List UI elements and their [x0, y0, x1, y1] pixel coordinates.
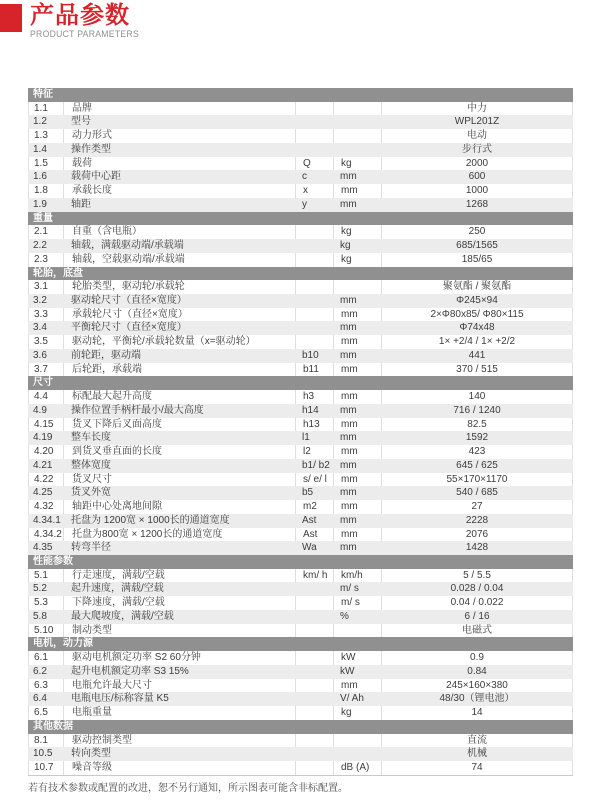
section-header: 其他数据	[28, 720, 573, 734]
param-no: 1.9	[33, 198, 47, 210]
param-sym	[296, 679, 334, 693]
param-no: 3.2	[33, 295, 47, 307]
param-val: 48/30（锂电池）	[439, 693, 515, 705]
param-val: 2×Φ80x85/ Φ80×115	[382, 308, 573, 322]
param-name: 轮胎类型，驱动轮/承载轮	[64, 280, 296, 294]
table-row	[28, 692, 573, 706]
param-sym	[295, 692, 333, 706]
param-no: 4.34.1	[33, 514, 61, 526]
table-row	[28, 582, 573, 596]
table-row	[28, 321, 573, 335]
param-name: 整车长度	[71, 432, 111, 444]
param-val: 685/1565	[456, 240, 498, 252]
param-val: 直流	[382, 734, 573, 748]
param-name: 载荷	[64, 157, 296, 171]
param-name: 驱动控制类型	[64, 734, 296, 748]
param-sym: Wa	[302, 542, 317, 554]
param-sym: Ast	[296, 528, 334, 542]
param-no: 2.1	[29, 225, 64, 239]
table-row	[28, 157, 573, 171]
param-unit	[334, 102, 382, 116]
param-name: 承载轮尺寸（直径×宽度）	[64, 308, 296, 322]
param-no: 3.6	[33, 349, 47, 361]
param-name: 驱动轮尺寸（直径×宽度）	[71, 295, 187, 307]
param-sym	[295, 665, 333, 679]
param-name: 货叉外宽	[71, 487, 111, 499]
param-unit: mm	[340, 295, 357, 307]
parameters-table	[28, 88, 573, 776]
table-row	[28, 706, 573, 720]
param-val: 1000	[382, 184, 573, 198]
param-unit: mm	[340, 487, 357, 499]
param-name: 起升速度，满载/空载	[71, 583, 164, 595]
param-name: 整体宽度	[71, 459, 111, 471]
section-header: 电机，动力源	[28, 637, 573, 651]
footer-note: 若有技术参数或配置的改进，恕不另行通知，所示图表可能含非标配置。	[28, 783, 348, 794]
param-name: 驱动电机额定功率 S2 60分钟	[64, 651, 296, 665]
param-sym: s/ e/ l	[296, 473, 334, 487]
param-name: 噪音等级	[64, 761, 296, 775]
param-no: 4.19	[33, 432, 53, 444]
param-name: 转向类型	[71, 748, 111, 760]
param-unit	[333, 143, 381, 157]
table-row	[28, 129, 573, 143]
param-sym: y	[302, 198, 307, 210]
param-sym	[296, 624, 334, 638]
param-unit: mm	[340, 542, 357, 554]
table-row	[28, 308, 573, 322]
param-no: 3.4	[33, 322, 47, 334]
param-unit	[333, 747, 381, 761]
param-val: 步行式	[462, 143, 492, 155]
table-row	[28, 102, 573, 116]
param-name: 轴载，满载驱动端/承载端	[71, 240, 184, 252]
param-unit: mm	[334, 473, 382, 487]
param-name: 转弯半径	[71, 542, 111, 554]
param-unit: mm	[340, 514, 357, 526]
param-no: 6.3	[29, 679, 64, 693]
param-val: 1592	[465, 432, 489, 444]
param-name: 驱动轮，平衡轮/承载轮数量（x=驱动轮）	[64, 335, 296, 349]
param-name: 起升电机额定功率 S3 15%	[71, 665, 189, 677]
param-unit: mm	[334, 445, 382, 459]
param-name: 下降速度，满载/空载	[64, 596, 296, 610]
param-unit: mm	[334, 500, 382, 514]
param-name: 标配最大起升高度	[64, 390, 296, 404]
param-no: 3.3	[29, 308, 64, 322]
param-sym	[296, 308, 334, 322]
param-unit: mm	[340, 432, 357, 444]
table-row	[28, 486, 573, 500]
param-sym	[296, 734, 334, 748]
section-header: 重量	[28, 212, 573, 226]
param-val: 250	[382, 225, 573, 239]
param-sym: c	[302, 171, 307, 183]
param-no: 5.8	[33, 610, 47, 622]
param-unit: dB (A)	[334, 761, 382, 775]
param-val: 27	[382, 500, 573, 514]
param-sym: l1	[302, 432, 310, 444]
param-sym	[296, 761, 334, 775]
param-no: 4.15	[29, 418, 64, 432]
table-row	[28, 541, 573, 555]
param-unit: mm	[340, 322, 357, 334]
param-name: 品牌	[64, 102, 296, 116]
table-row	[28, 569, 573, 583]
param-val: 370 / 515	[382, 363, 573, 377]
param-no: 4.35	[33, 542, 53, 554]
param-no: 5.1	[29, 569, 64, 583]
param-val: 5 / 5.5	[382, 569, 573, 583]
table-row	[28, 335, 573, 349]
table-row	[28, 280, 573, 294]
param-no: 4.25	[33, 487, 53, 499]
section-header: 尺寸	[28, 376, 573, 390]
param-no: 2.3	[29, 253, 64, 267]
param-val: 1× +2/4 / 1× +2/2	[382, 335, 573, 349]
param-val: 540 / 685	[456, 487, 498, 499]
param-unit: mm	[334, 679, 382, 693]
param-unit	[334, 734, 382, 748]
param-name: 轴载，空载驱动端/承载端	[64, 253, 296, 267]
param-unit	[334, 624, 382, 638]
param-name: 轴距	[71, 198, 91, 210]
param-name: 电瓶重量	[64, 706, 296, 720]
param-val: 机械	[467, 748, 487, 760]
param-no: 4.21	[33, 459, 53, 471]
table-row	[28, 596, 573, 610]
param-val: 82.5	[382, 418, 573, 432]
param-name: 电瓶允许最大尺寸	[64, 679, 296, 693]
param-unit	[333, 115, 381, 129]
param-no: 6.1	[29, 651, 64, 665]
param-no: 8.1	[29, 734, 64, 748]
param-no: 1.1	[29, 102, 64, 116]
param-unit: mm	[334, 528, 382, 542]
param-name: 轴距中心处离地间隙	[64, 500, 296, 514]
table-row	[28, 431, 573, 445]
param-sym	[296, 102, 334, 116]
param-val: 600	[468, 171, 486, 183]
param-no: 4.34.2	[29, 528, 64, 542]
param-sym: b11	[296, 363, 334, 377]
param-no: 6.4	[33, 693, 47, 705]
param-sym	[296, 651, 334, 665]
table-row	[28, 528, 573, 542]
param-unit: mm	[340, 198, 357, 210]
param-unit: mm	[334, 363, 382, 377]
param-sym	[296, 225, 334, 239]
table-row	[28, 445, 573, 459]
param-sym: b1/ b2	[302, 459, 330, 471]
param-sym	[296, 706, 334, 720]
param-no: 5.3	[29, 596, 64, 610]
param-val: 聚氨酯 / 聚氨酯	[382, 280, 573, 294]
param-val: 2000	[382, 157, 573, 171]
param-no: 4.32	[29, 500, 64, 514]
table-row	[28, 198, 573, 212]
param-unit: mm	[340, 459, 357, 471]
param-name: 电瓶电压/标称容量 K5	[71, 693, 169, 705]
param-val: 716 / 1240	[453, 404, 501, 416]
param-sym: km/ h	[296, 569, 334, 583]
param-val: 1428	[465, 542, 489, 554]
param-no: 4.22	[29, 473, 64, 487]
param-sym	[295, 143, 333, 157]
param-no: 1.8	[29, 184, 64, 198]
param-no: 4.9	[33, 404, 47, 416]
param-name: 操作类型	[71, 143, 111, 155]
table-row	[28, 294, 573, 308]
table-row	[28, 459, 573, 473]
param-unit: m/ s	[334, 596, 382, 610]
param-name: 载荷中心距	[71, 171, 121, 183]
param-val: 14	[382, 706, 573, 720]
param-val: 1268	[465, 198, 489, 210]
title-block	[30, 3, 144, 40]
param-unit: kg	[334, 225, 382, 239]
param-unit: %	[340, 610, 349, 622]
param-no: 2.2	[33, 240, 47, 252]
param-no: 5.10	[29, 624, 64, 638]
param-unit: mm	[334, 418, 382, 432]
param-name: 货叉下降后叉面高度	[64, 418, 296, 432]
param-no: 4.4	[29, 390, 64, 404]
brand-red-square	[0, 4, 22, 32]
param-val: 0.84	[467, 665, 487, 677]
param-val: 441	[468, 349, 486, 361]
table-row	[28, 665, 573, 679]
param-unit: kg	[334, 706, 382, 720]
table-row	[28, 143, 573, 157]
section-header: 特征	[28, 88, 573, 102]
table-row	[28, 404, 573, 418]
param-no: 1.4	[33, 143, 47, 155]
param-val: 0.028 / 0.04	[450, 583, 504, 595]
param-no: 5.2	[33, 583, 47, 595]
table-row	[28, 651, 573, 665]
table-row	[28, 500, 573, 514]
param-no: 1.5	[29, 157, 64, 171]
param-val: 55×170×1170	[382, 473, 573, 487]
param-sym	[295, 321, 333, 335]
param-unit: V/ Ah	[340, 693, 364, 705]
param-sym	[295, 115, 333, 129]
param-val: 电磁式	[382, 624, 573, 638]
param-name: 型号	[71, 116, 91, 128]
param-unit: mm	[340, 171, 357, 183]
param-name: 行走速度，满载/空载	[64, 569, 296, 583]
param-sym: m2	[296, 500, 334, 514]
param-sym	[295, 582, 333, 596]
page-subtitle: PRODUCT PARAMETERS	[30, 29, 140, 39]
table-row	[28, 225, 573, 239]
param-unit: kg	[334, 253, 382, 267]
param-unit: km/h	[334, 569, 382, 583]
param-no: 3.5	[29, 335, 64, 349]
table-row	[28, 253, 573, 267]
table-row	[28, 184, 573, 198]
param-no: 1.2	[33, 116, 47, 128]
param-name: 托盘为 1200宽 × 1000长的通道宽度	[71, 514, 230, 526]
param-sym	[295, 610, 333, 624]
param-name: 前轮距，驱动端	[71, 349, 141, 361]
param-unit: mm	[334, 335, 382, 349]
param-unit: mm	[334, 184, 382, 198]
param-sym: h13	[296, 418, 334, 432]
param-no: 6.5	[29, 706, 64, 720]
table-row	[28, 624, 573, 638]
param-sym	[295, 294, 333, 308]
table-row	[28, 170, 573, 184]
section-header: 性能参数	[28, 555, 573, 569]
param-val: Φ74x48	[459, 322, 495, 334]
param-name: 最大爬坡度，满载/空载	[71, 610, 174, 622]
param-unit: mm	[334, 308, 382, 322]
param-val: 电动	[382, 129, 573, 143]
param-sym	[296, 596, 334, 610]
param-sym: l2	[296, 445, 334, 459]
param-sym: x	[296, 184, 334, 198]
param-no: 10.5	[33, 748, 53, 760]
table-row	[28, 349, 573, 363]
param-sym	[296, 129, 334, 143]
param-sym	[296, 253, 334, 267]
param-unit: kW	[334, 651, 382, 665]
table-row	[28, 679, 573, 693]
table-row	[28, 734, 573, 748]
param-unit	[334, 129, 382, 143]
page-title: 产品参数	[30, 2, 130, 29]
table-row	[28, 363, 573, 377]
param-val: 645 / 625	[456, 459, 498, 471]
param-val: 2076	[382, 528, 573, 542]
param-val: 423	[382, 445, 573, 459]
param-name: 后轮距，承载端	[64, 363, 296, 377]
param-no: 3.7	[29, 363, 64, 377]
param-no: 3.1	[29, 280, 64, 294]
param-no: 4.20	[29, 445, 64, 459]
param-name: 自重（含电瓶）	[64, 225, 296, 239]
param-sym: Q	[296, 157, 334, 171]
table-row	[28, 390, 573, 404]
param-name: 动力形式	[64, 129, 296, 143]
param-sym	[296, 335, 334, 349]
param-val: 中力	[382, 102, 573, 116]
param-val: 185/65	[382, 253, 573, 267]
table-row	[28, 115, 573, 129]
table-row	[28, 514, 573, 528]
param-val: 74	[382, 761, 573, 775]
param-no: 1.3	[29, 129, 64, 143]
param-val: 6 / 16	[464, 610, 490, 622]
param-val: 0.9	[382, 651, 573, 665]
table-row	[28, 610, 573, 624]
param-unit: kg	[334, 157, 382, 171]
table-row	[28, 239, 573, 253]
param-name: 制动类型	[64, 624, 296, 638]
param-sym: h14	[302, 404, 319, 416]
param-sym	[295, 239, 333, 253]
table-row	[28, 418, 573, 432]
param-unit: mm	[334, 390, 382, 404]
param-name: 承载长度	[64, 184, 296, 198]
param-unit	[334, 280, 382, 294]
param-name: 操作位置手柄杆最小/最大高度	[71, 404, 204, 416]
table-row	[28, 747, 573, 761]
section-header: 轮胎，底盘	[28, 267, 573, 281]
param-no: 10.7	[29, 761, 64, 775]
param-name: 货叉尺寸	[64, 473, 296, 487]
table-row	[28, 473, 573, 487]
param-unit: mm	[340, 404, 357, 416]
param-val: 2228	[465, 514, 489, 526]
param-sym: b10	[302, 349, 319, 361]
param-sym: h3	[296, 390, 334, 404]
param-unit: m/ s	[340, 583, 359, 595]
param-val: Φ245×94	[456, 295, 498, 307]
param-val: 140	[382, 390, 573, 404]
param-unit: mm	[340, 349, 357, 361]
param-sym	[295, 747, 333, 761]
param-val: WPL201Z	[454, 116, 500, 128]
param-no: 1.6	[33, 171, 47, 183]
table-row	[28, 761, 573, 775]
param-name: 托盘为800宽 × 1200长的通道宽度	[64, 528, 296, 542]
param-sym: b5	[302, 487, 314, 499]
param-name: 平衡轮尺寸（直径×宽度）	[71, 322, 187, 334]
param-val: 245×160×380	[382, 679, 573, 693]
param-sym: Ast	[302, 514, 317, 526]
param-no: 6.2	[33, 665, 47, 677]
param-unit: kW	[340, 665, 355, 677]
param-sym	[296, 280, 334, 294]
param-unit: kg	[340, 240, 351, 252]
param-val: 0.04 / 0.022	[382, 596, 573, 610]
param-name: 到货叉垂直面的长度	[64, 445, 296, 459]
